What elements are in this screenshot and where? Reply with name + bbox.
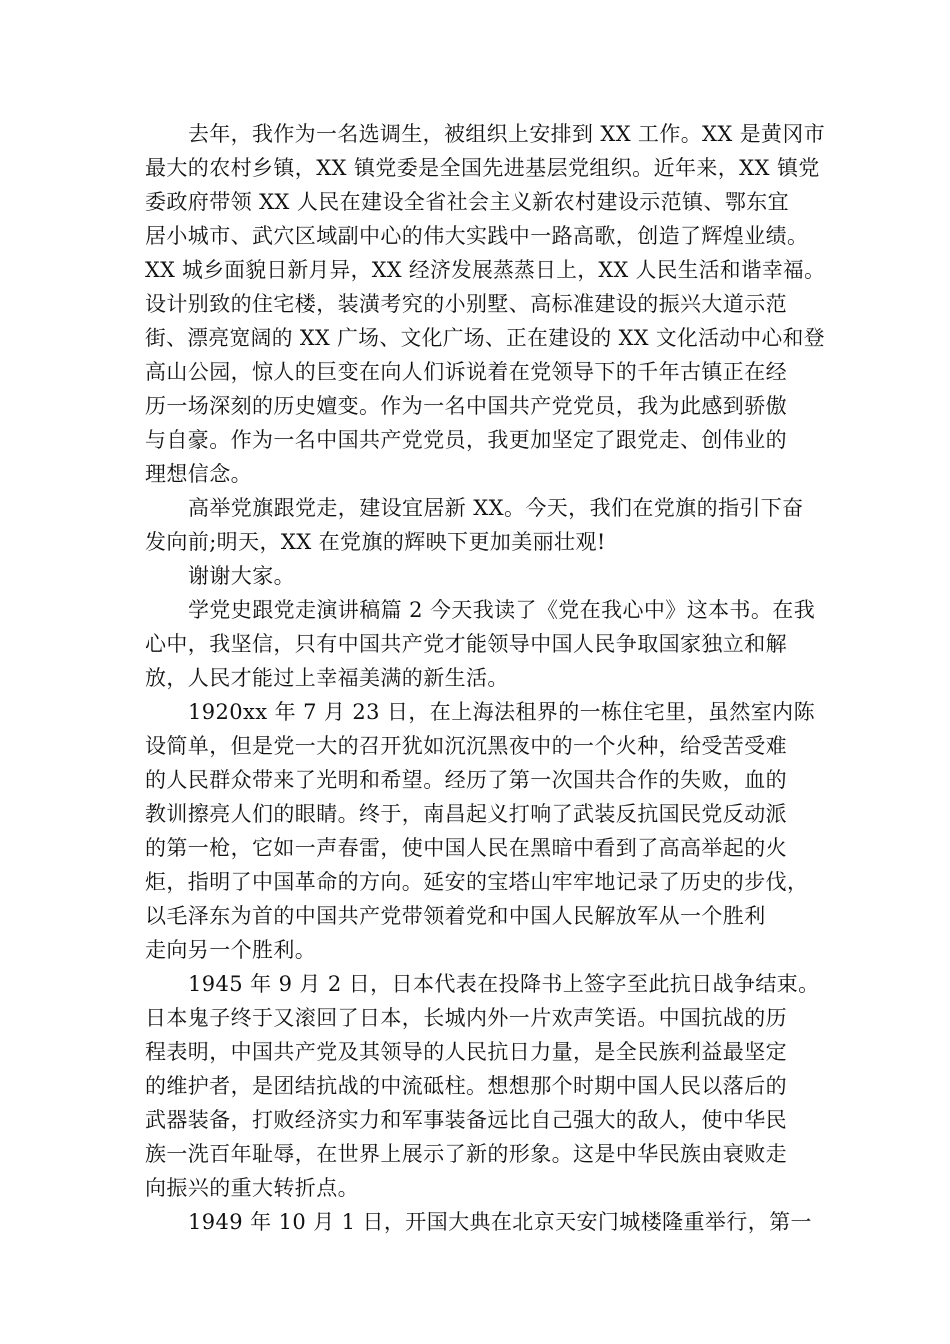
paragraph-line: 街、漂亮宽阔的 XX 广场、文化广场、正在建设的 XX 文化活动中心和登 [145, 326, 825, 350]
paragraph-line: 放，人民才能过上幸福美满的新生活。 [145, 666, 509, 690]
paragraph-line: 1945 年 9 月 2 日，日本代表在投降书上签字至此抗日战争结束。 [188, 972, 820, 996]
paragraph-line: 委政府带领 XX 人民在建设全省社会主义新农村建设示范镇、鄂东宜 [145, 190, 790, 214]
paragraph-line: 的第一枪，它如一声春雷，使中国人民在黑暗中看到了高高举起的火 [145, 836, 787, 860]
paragraph-line: 族一洗百年耻辱，在世界上展示了新的形象。这是中华民族由衰败走 [145, 1142, 787, 1166]
paragraph-line: 日本鬼子终于又滚回了日本，长城内外一片欢声笑语。中国抗战的历 [145, 1006, 787, 1030]
paragraph-line: 以毛泽东为首的中国共产党带领着党和中国人民解放军从一个胜利 [145, 904, 766, 928]
paragraph-line: 的维护者，是团结抗战的中流砥柱。想想那个时期中国人民以落后的 [145, 1074, 787, 1098]
paragraph-line: 教训擦亮人们的眼睛。终于，南昌起义打响了武装反抗国民党反动派 [145, 802, 787, 826]
paragraph-line: 1949 年 10 月 1 日，开国大典在北京天安门城楼隆重举行，第一 [188, 1210, 812, 1234]
paragraph-line: 向振兴的重大转折点。 [145, 1176, 359, 1200]
paragraph-line: 发向前;明天，XX 在党旗的辉映下更加美丽壮观! [145, 530, 606, 554]
paragraph-line: 设计别致的住宅楼，装潢考究的小别墅、高标准建设的振兴大道示范 [145, 292, 787, 316]
paragraph-line: 去年，我作为一名选调生，被组织上安排到 XX 工作。XX 是黄冈市 [188, 122, 826, 146]
paragraph-line: 最大的农村乡镇，XX 镇党委是全国先进基层党组织。近年来，XX 镇党 [145, 156, 820, 180]
paragraph-line: 设简单，但是党一大的召开犹如沉沉黑夜中的一个火种，给受苦受难 [145, 734, 787, 758]
paragraph-line: 高山公园，惊人的巨变在向人们诉说着在党领导下的千年古镇正在经 [145, 360, 787, 384]
paragraph-line: 武器装备，打败经济实力和军事装备远比自己强大的敌人，使中华民 [145, 1108, 787, 1132]
paragraph-line: 走向另一个胜利。 [145, 938, 317, 962]
paragraph-line: XX 城乡面貌日新月异，XX 经济发展蒸蒸日上，XX 人民生活和谐幸福。 [145, 258, 826, 282]
paragraph-line: 的人民群众带来了光明和希望。经历了第一次国共合作的失败，血的 [145, 768, 787, 792]
paragraph-line: 与自豪。作为一名中国共产党党员，我更加坚定了跟党走、创伟业的 [145, 428, 787, 452]
paragraph-line: 心中，我坚信，只有中国共产党才能领导中国人民争取国家独立和解 [145, 632, 787, 656]
paragraph-line: 学党史跟党走演讲稿篇 2 今天我读了《党在我心中》这本书。在我 [188, 598, 816, 622]
paragraph-line: 谢谢大家。 [188, 564, 295, 588]
paragraph-line: 高举党旗跟党走，建设宜居新 XX。今天，我们在党旗的指引下奋 [188, 496, 804, 520]
paragraph-line: 程表明，中国共产党及其领导的人民抗日力量，是全民族利益最坚定 [145, 1040, 787, 1064]
paragraph-line: 理想信念。 [145, 462, 252, 486]
paragraph-line: 居小城市、武穴区域副中心的伟大实践中一路高歌，创造了辉煌业绩。 [145, 224, 809, 248]
paragraph-line: 历一场深刻的历史嬗变。作为一名中国共产党党员，我为此感到骄傲 [145, 394, 787, 418]
paragraph-line: 炬，指明了中国革命的方向。延安的宝塔山牢牢地记录了历史的步伐， [145, 870, 809, 894]
paragraph-line: 1920xx 年 7 月 23 日，在上海法租界的一栋住宅里，虽然室内陈 [188, 700, 815, 724]
